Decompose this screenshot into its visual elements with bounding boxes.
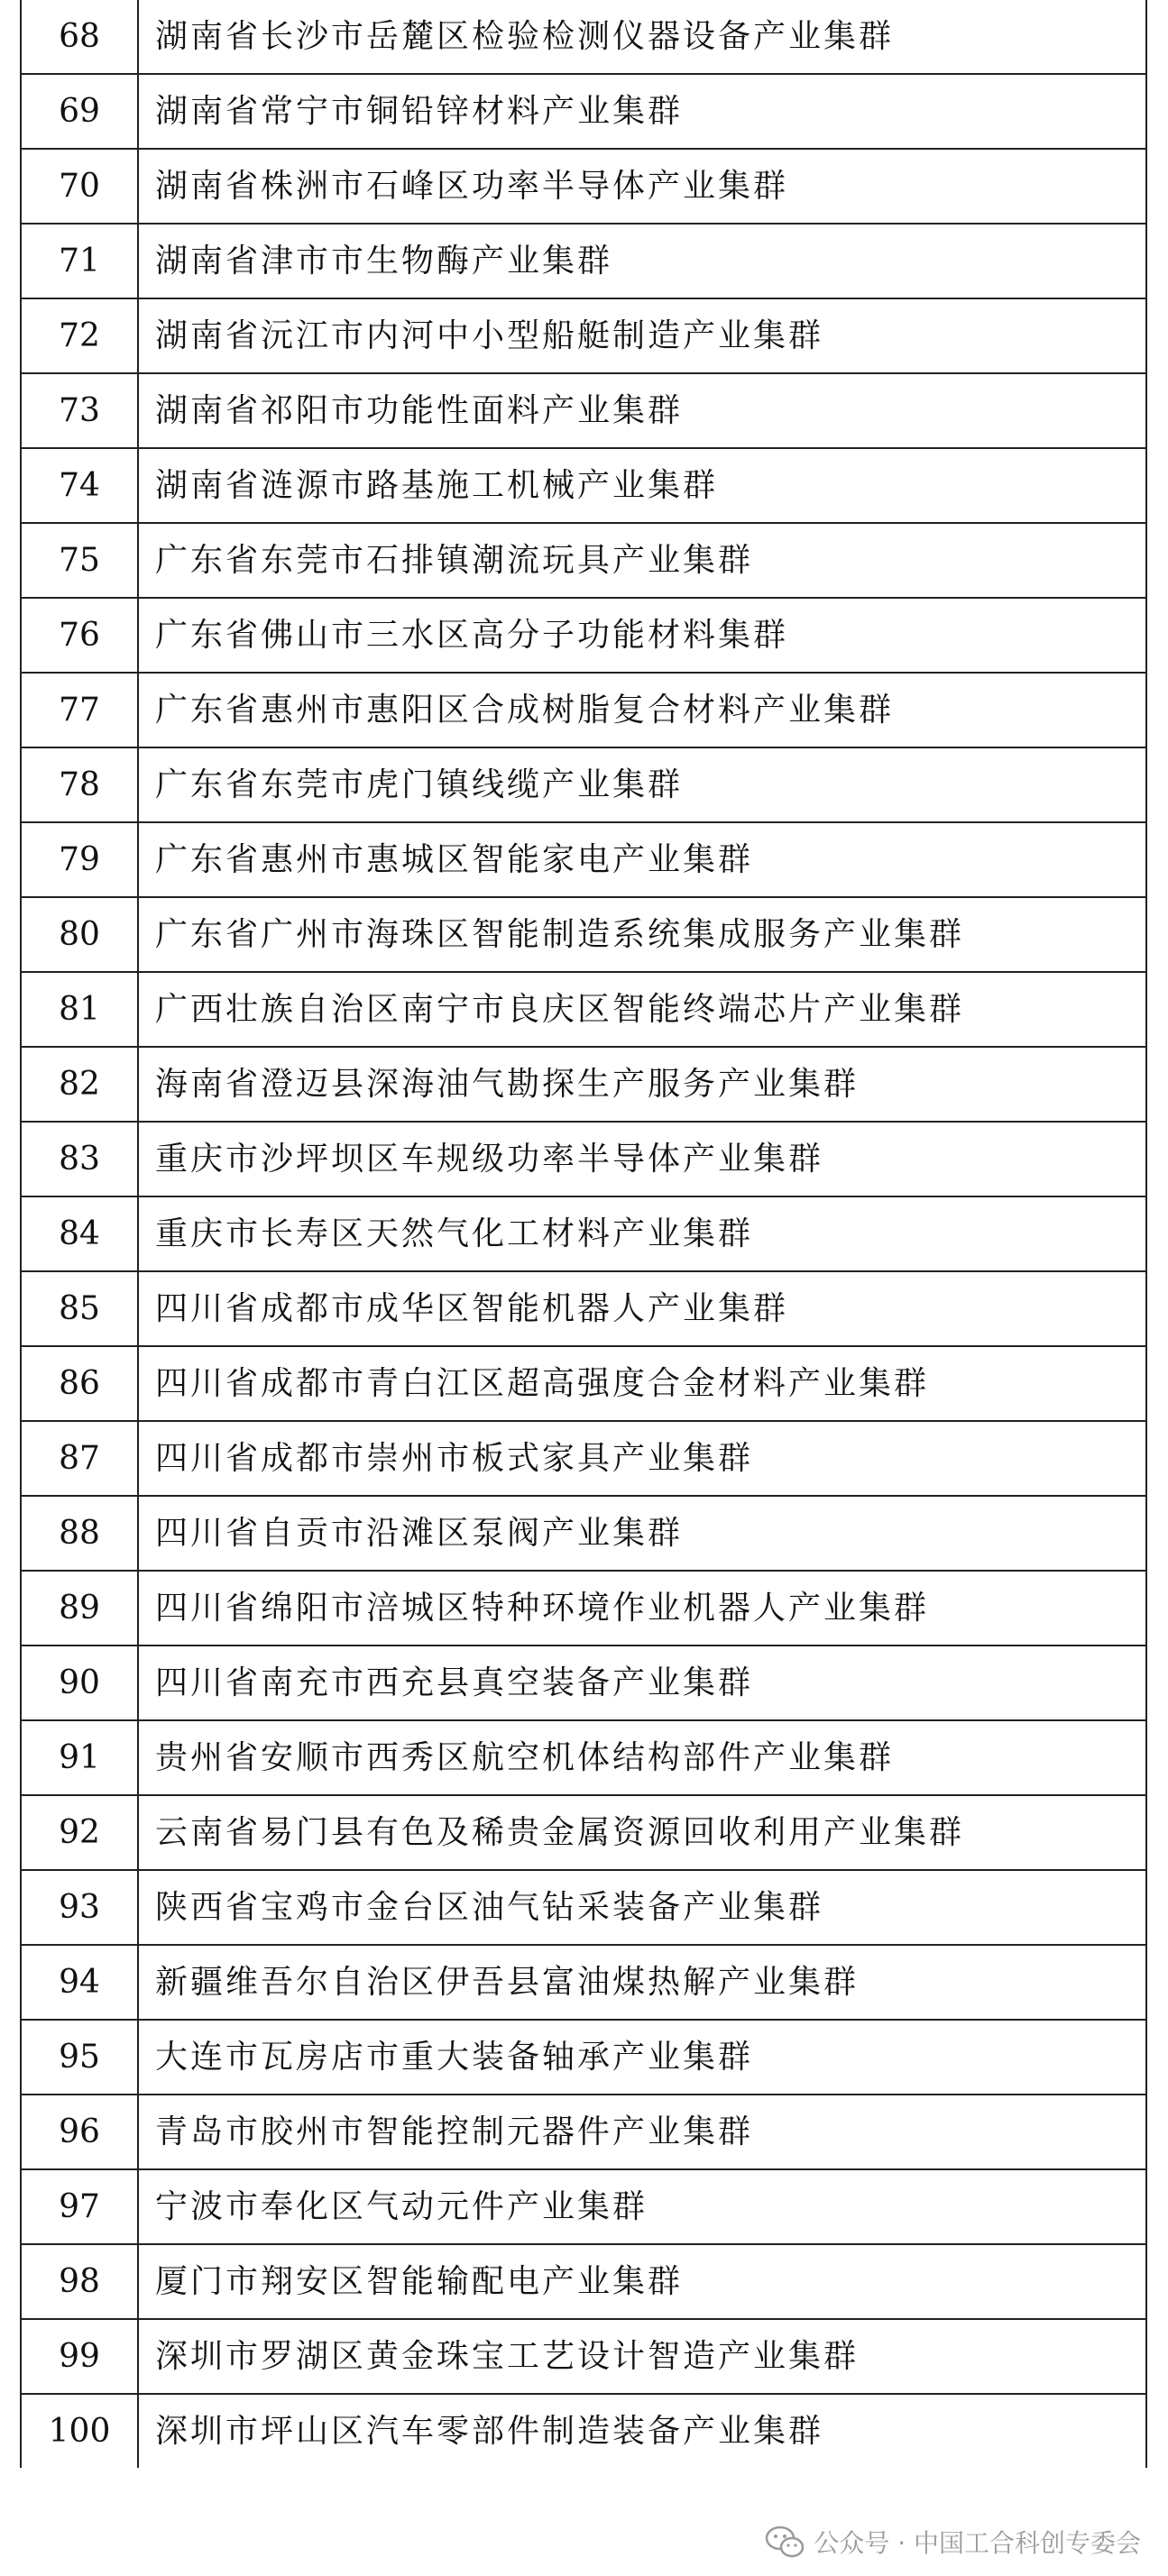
- table-row: [21, 1271, 1146, 1346]
- table-row: [21, 822, 1146, 897]
- cluster-name: 四川省成都市成华区智能机器人产业集群: [138, 1271, 1146, 1346]
- cluster-name: 广东省东莞市石排镇潮流玩具产业集群: [138, 523, 1146, 598]
- table-row: [21, 2169, 1146, 2244]
- table-row: [21, 74, 1146, 149]
- cluster-name: 青岛市胶州市智能控制元器件产业集群: [138, 2095, 1146, 2169]
- row-number: 98: [21, 2244, 138, 2319]
- row-number: 78: [21, 747, 138, 822]
- table-row: [21, 1346, 1146, 1421]
- row-number: 95: [21, 2020, 138, 2095]
- table-row: [21, 224, 1146, 298]
- row-number: 90: [21, 1646, 138, 1720]
- cluster-name: 湖南省长沙市岳麓区检验检测仪器设备产业集群: [138, 0, 1146, 74]
- row-number: 72: [21, 298, 138, 373]
- table-row: [21, 2095, 1146, 2169]
- row-number: 82: [21, 1047, 138, 1122]
- row-number: 83: [21, 1122, 138, 1196]
- row-number: 93: [21, 1870, 138, 1945]
- table-row: [21, 972, 1146, 1047]
- watermark-text: 公众号 · 中国工合科创专委会: [814, 2528, 1141, 2558]
- cluster-name: 新疆维吾尔自治区伊吾县富油煤热解产业集群: [138, 1945, 1146, 2020]
- row-number: 91: [21, 1720, 138, 1795]
- row-number: 96: [21, 2095, 138, 2169]
- cluster-name: 广西壮族自治区南宁市良庆区智能终端芯片产业集群: [138, 972, 1146, 1047]
- row-number: 81: [21, 972, 138, 1047]
- table-row: [21, 1646, 1146, 1720]
- row-number: 75: [21, 523, 138, 598]
- row-number: 73: [21, 373, 138, 448]
- row-number: 74: [21, 448, 138, 523]
- cluster-name: 广东省东莞市虎门镇线缆产业集群: [138, 747, 1146, 822]
- cluster-name: 四川省自贡市沿滩区泵阀产业集群: [138, 1496, 1146, 1571]
- table-row: [21, 897, 1146, 972]
- cluster-name: 大连市瓦房店市重大装备轴承产业集群: [138, 2020, 1146, 2095]
- table-row: [21, 747, 1146, 822]
- cluster-name: 四川省成都市崇州市板式家具产业集群: [138, 1421, 1146, 1496]
- cluster-name: 湖南省津市市生物酶产业集群: [138, 224, 1146, 298]
- cluster-name: 广东省广州市海珠区智能制造系统集成服务产业集群: [138, 897, 1146, 972]
- row-number: 88: [21, 1496, 138, 1571]
- cluster-name: 湖南省祁阳市功能性面料产业集群: [138, 373, 1146, 448]
- cluster-name: 湖南省常宁市铜铅锌材料产业集群: [138, 74, 1146, 149]
- row-number: 97: [21, 2169, 138, 2244]
- row-number: 89: [21, 1571, 138, 1646]
- table-row: [21, 2319, 1146, 2394]
- table-row: [21, 1945, 1146, 2020]
- row-number: 84: [21, 1196, 138, 1271]
- table-row: [21, 598, 1146, 673]
- row-number: 77: [21, 673, 138, 747]
- cluster-name: 重庆市长寿区天然气化工材料产业集群: [138, 1196, 1146, 1271]
- cluster-name: 陕西省宝鸡市金台区油气钻采装备产业集群: [138, 1870, 1146, 1945]
- cluster-name: 重庆市沙坪坝区车规级功率半导体产业集群: [138, 1122, 1146, 1196]
- row-number: 94: [21, 1945, 138, 2020]
- row-number: 80: [21, 897, 138, 972]
- cluster-name: 广东省惠州市惠阳区合成树脂复合材料产业集群: [138, 673, 1146, 747]
- table-row: [21, 1047, 1146, 1122]
- table-row: [21, 149, 1146, 224]
- row-number: 76: [21, 598, 138, 673]
- cluster-name: 宁波市奉化区气动元件产业集群: [138, 2169, 1146, 2244]
- cluster-name: 贵州省安顺市西秀区航空机体结构部件产业集群: [138, 1720, 1146, 1795]
- table-row: [21, 298, 1146, 373]
- table-row: [21, 2394, 1146, 2468]
- cluster-table: [20, 0, 1147, 2468]
- table-row: [21, 1720, 1146, 1795]
- table-row: [21, 1421, 1146, 1496]
- row-number: 92: [21, 1795, 138, 1870]
- cluster-name: 广东省惠州市惠城区智能家电产业集群: [138, 822, 1146, 897]
- table-row: [21, 448, 1146, 523]
- cluster-name: 深圳市罗湖区黄金珠宝工艺设计智造产业集群: [138, 2319, 1146, 2394]
- table-row: [21, 2244, 1146, 2319]
- table-row: [21, 373, 1146, 448]
- cluster-table-body: [21, 0, 1146, 2468]
- row-number: 85: [21, 1271, 138, 1346]
- watermark: [758, 2520, 1148, 2563]
- cluster-name: 云南省易门县有色及稀贵金属资源回收利用产业集群: [138, 1795, 1146, 1870]
- row-number: 100: [21, 2394, 138, 2468]
- table-row: [21, 673, 1146, 747]
- table-row: [21, 1870, 1146, 1945]
- cluster-name: 广东省佛山市三水区高分子功能材料集群: [138, 598, 1146, 673]
- row-number: 70: [21, 149, 138, 224]
- cluster-name: 湖南省沅江市内河中小型船艇制造产业集群: [138, 298, 1146, 373]
- cluster-name: 厦门市翔安区智能输配电产业集群: [138, 2244, 1146, 2319]
- row-number: 99: [21, 2319, 138, 2394]
- row-number: 79: [21, 822, 138, 897]
- table-row: [21, 1496, 1146, 1571]
- cluster-name: 四川省成都市青白江区超高强度合金材料产业集群: [138, 1346, 1146, 1421]
- table-row: [21, 1571, 1146, 1646]
- row-number: 69: [21, 74, 138, 149]
- table-row: [21, 0, 1146, 74]
- table-row: [21, 523, 1146, 598]
- table-row: [21, 1196, 1146, 1271]
- table-row: [21, 1122, 1146, 1196]
- cluster-name: 四川省南充市西充县真空装备产业集群: [138, 1646, 1146, 1720]
- table-row: [21, 2020, 1146, 2095]
- row-number: 87: [21, 1421, 138, 1496]
- wechat-icon: [765, 2526, 805, 2558]
- cluster-name: 湖南省涟源市路基施工机械产业集群: [138, 448, 1146, 523]
- cluster-name: 湖南省株洲市石峰区功率半导体产业集群: [138, 149, 1146, 224]
- cluster-name: 深圳市坪山区汽车零部件制造装备产业集群: [138, 2394, 1146, 2468]
- row-number: 86: [21, 1346, 138, 1421]
- cluster-name: 海南省澄迈县深海油气勘探生产服务产业集群: [138, 1047, 1146, 1122]
- cluster-name: 四川省绵阳市涪城区特种环境作业机器人产业集群: [138, 1571, 1146, 1646]
- row-number: 71: [21, 224, 138, 298]
- table-row: [21, 1795, 1146, 1870]
- row-number: 68: [21, 0, 138, 74]
